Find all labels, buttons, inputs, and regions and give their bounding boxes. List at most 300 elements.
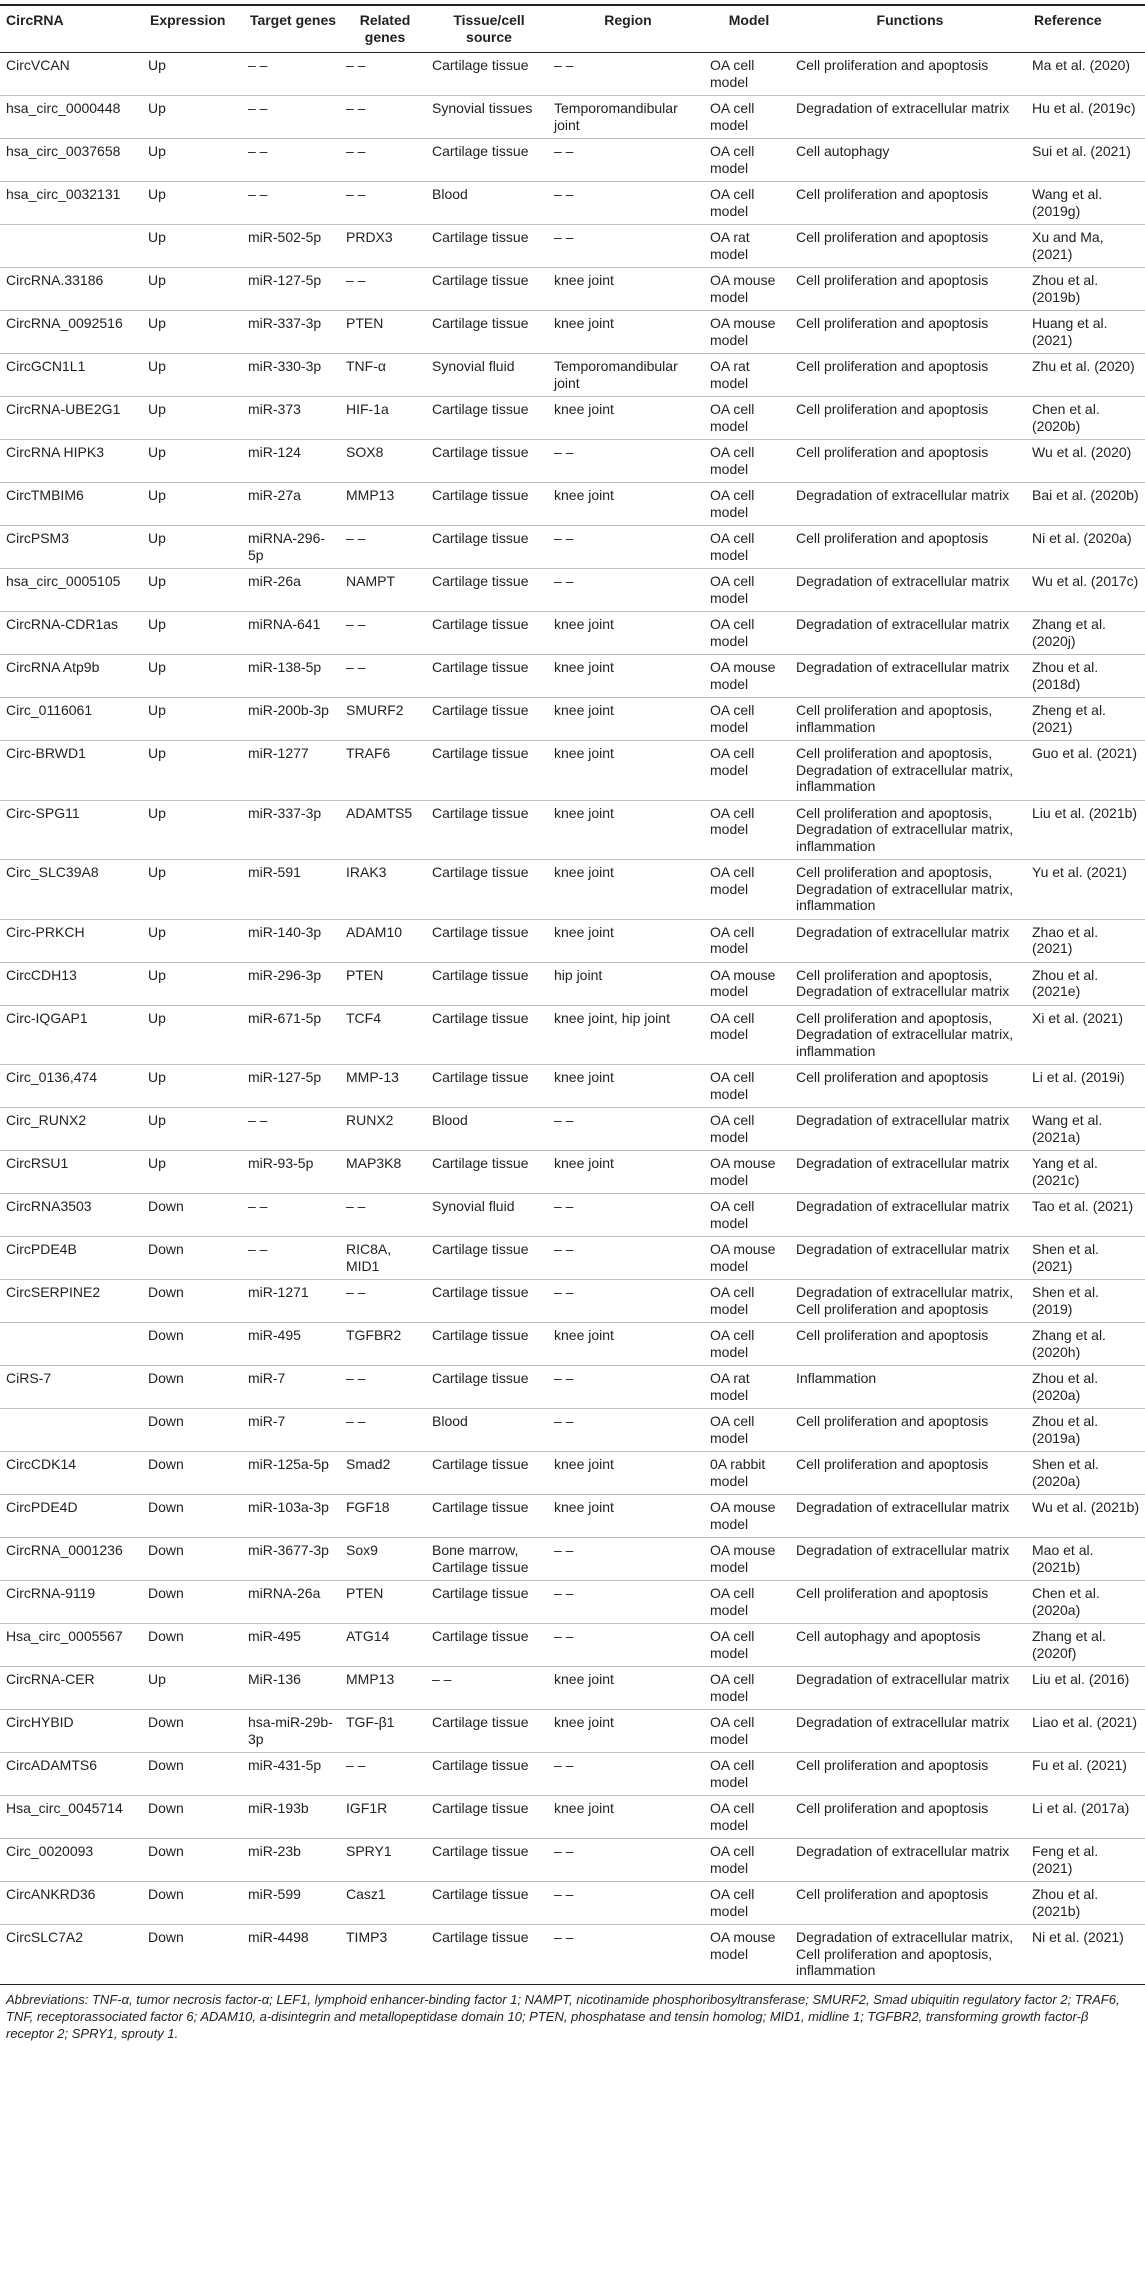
- expression-cell: Down: [144, 1538, 244, 1581]
- model-cell: OA cell model: [706, 1005, 792, 1065]
- target-genes-cell: miR-599: [244, 1882, 342, 1925]
- functions-cell: Inflammation: [792, 1366, 1028, 1409]
- table-row: [0, 1237, 1145, 1280]
- region-cell: – –: [550, 1237, 706, 1280]
- related-genes-cell: – –: [342, 655, 428, 698]
- circrna-cell: [0, 1409, 144, 1452]
- model-cell: OA cell model: [706, 182, 792, 225]
- model-cell: OA mouse model: [706, 268, 792, 311]
- reference-cell: Mao et al. (2021b): [1028, 1538, 1145, 1581]
- circrna-cell: [0, 1323, 144, 1366]
- related-genes-cell: – –: [342, 1194, 428, 1237]
- region-cell: – –: [550, 1925, 706, 1985]
- target-genes-cell: miR-193b: [244, 1796, 342, 1839]
- expression-cell: Up: [144, 612, 244, 655]
- target-genes-cell: hsa-miR-29b-3p: [244, 1710, 342, 1753]
- related-genes-cell: TGFBR2: [342, 1323, 428, 1366]
- reference-cell: Zhang et al. (2020h): [1028, 1323, 1145, 1366]
- column-header-model: Model: [706, 5, 792, 53]
- table-row: [0, 96, 1145, 139]
- region-cell: knee joint: [550, 655, 706, 698]
- expression-cell: Up: [144, 53, 244, 96]
- functions-cell: Cell proliferation and apoptosis: [792, 182, 1028, 225]
- related-genes-cell: ADAM10: [342, 919, 428, 962]
- reference-cell: Wang et al. (2021a): [1028, 1108, 1145, 1151]
- reference-cell: Zhang et al. (2020f): [1028, 1624, 1145, 1667]
- model-cell: OA rat model: [706, 225, 792, 268]
- reference-cell: Liu et al. (2016): [1028, 1667, 1145, 1710]
- functions-cell: Cell proliferation and apoptosis: [792, 1065, 1028, 1108]
- model-cell: OA cell model: [706, 800, 792, 860]
- functions-cell: Degradation of extracellular matrix: [792, 919, 1028, 962]
- table-row: [0, 1796, 1145, 1839]
- model-cell: OA rat model: [706, 354, 792, 397]
- model-cell: OA rat model: [706, 1366, 792, 1409]
- tissue-source-cell: Bone marrow, Cartilage tissue: [428, 1538, 550, 1581]
- functions-cell: Cell proliferation and apoptosis, Degradation of extracellular matrix: [792, 962, 1028, 1005]
- region-cell: – –: [550, 1409, 706, 1452]
- functions-cell: Cell proliferation and apoptosis: [792, 225, 1028, 268]
- tissue-source-cell: Cartilage tissue: [428, 860, 550, 920]
- region-cell: – –: [550, 1581, 706, 1624]
- table-row: [0, 741, 1145, 801]
- functions-cell: Degradation of extracellular matrix: [792, 655, 1028, 698]
- functions-cell: Degradation of extracellular matrix, Cell proliferation and apoptosis: [792, 1280, 1028, 1323]
- functions-cell: Degradation of extracellular matrix: [792, 1151, 1028, 1194]
- related-genes-cell: FGF18: [342, 1495, 428, 1538]
- related-genes-cell: – –: [342, 182, 428, 225]
- circrna-cell: CircHYBID: [0, 1710, 144, 1753]
- expression-cell: Down: [144, 1280, 244, 1323]
- model-cell: OA cell model: [706, 919, 792, 962]
- circrna-cell: hsa_circ_0032131: [0, 182, 144, 225]
- reference-cell: Chen et al. (2020b): [1028, 397, 1145, 440]
- reference-cell: Huang et al. (2021): [1028, 311, 1145, 354]
- model-cell: OA cell model: [706, 483, 792, 526]
- table-row: [0, 612, 1145, 655]
- table-row: [0, 1882, 1145, 1925]
- circrna-cell: Circ_SLC39A8: [0, 860, 144, 920]
- table-row: [0, 1624, 1145, 1667]
- model-cell: OA cell model: [706, 526, 792, 569]
- region-cell: knee joint: [550, 1151, 706, 1194]
- model-cell: OA cell model: [706, 139, 792, 182]
- tissue-source-cell: Cartilage tissue: [428, 1151, 550, 1194]
- reference-cell: Yang et al. (2021c): [1028, 1151, 1145, 1194]
- related-genes-cell: PTEN: [342, 1581, 428, 1624]
- table-row: [0, 1366, 1145, 1409]
- table-row: [0, 1280, 1145, 1323]
- region-cell: – –: [550, 1624, 706, 1667]
- functions-cell: Cell proliferation and apoptosis, Degradation of extracellular matrix, inflammation: [792, 860, 1028, 920]
- target-genes-cell: – –: [244, 96, 342, 139]
- circrna-cell: CircSLC7A2: [0, 1925, 144, 1985]
- expression-cell: Up: [144, 800, 244, 860]
- region-cell: – –: [550, 225, 706, 268]
- reference-cell: Li et al. (2019i): [1028, 1065, 1145, 1108]
- functions-cell: Cell proliferation and apoptosis: [792, 1452, 1028, 1495]
- tissue-source-cell: Cartilage tissue: [428, 1753, 550, 1796]
- model-cell: OA mouse model: [706, 1151, 792, 1194]
- target-genes-cell: miR-431-5p: [244, 1753, 342, 1796]
- reference-cell: Bai et al. (2020b): [1028, 483, 1145, 526]
- target-genes-cell: miR-200b-3p: [244, 698, 342, 741]
- target-genes-cell: miR-125a-5p: [244, 1452, 342, 1495]
- circrna-cell: Circ_RUNX2: [0, 1108, 144, 1151]
- region-cell: knee joint: [550, 1796, 706, 1839]
- related-genes-cell: PRDX3: [342, 225, 428, 268]
- region-cell: knee joint: [550, 311, 706, 354]
- tissue-source-cell: Cartilage tissue: [428, 1005, 550, 1065]
- table-row: [0, 1194, 1145, 1237]
- model-cell: OA cell model: [706, 1194, 792, 1237]
- reference-cell: Xu and Ma, (2021): [1028, 225, 1145, 268]
- table-row: [0, 182, 1145, 225]
- functions-cell: Degradation of extracellular matrix: [792, 1839, 1028, 1882]
- expression-cell: Up: [144, 1151, 244, 1194]
- circrna-cell: CircPDE4B: [0, 1237, 144, 1280]
- functions-cell: Degradation of extracellular matrix: [792, 96, 1028, 139]
- table-row: [0, 1323, 1145, 1366]
- model-cell: OA mouse model: [706, 655, 792, 698]
- functions-cell: Cell proliferation and apoptosis, Degradation of extracellular matrix, inflammation: [792, 741, 1028, 801]
- circrna-cell: hsa_circ_0005105: [0, 569, 144, 612]
- functions-cell: Cell proliferation and apoptosis: [792, 526, 1028, 569]
- related-genes-cell: SOX8: [342, 440, 428, 483]
- table-header: [0, 5, 1145, 53]
- reference-cell: Zhou et al. (2019a): [1028, 1409, 1145, 1452]
- related-genes-cell: PTEN: [342, 311, 428, 354]
- region-cell: – –: [550, 1194, 706, 1237]
- tissue-source-cell: Cartilage tissue: [428, 225, 550, 268]
- expression-cell: Down: [144, 1581, 244, 1624]
- circrna-cell: [0, 225, 144, 268]
- tissue-source-cell: Cartilage tissue: [428, 397, 550, 440]
- model-cell: OA cell model: [706, 440, 792, 483]
- expression-cell: Up: [144, 354, 244, 397]
- region-cell: – –: [550, 1882, 706, 1925]
- target-genes-cell: MiR-136: [244, 1667, 342, 1710]
- reference-cell: Liao et al. (2021): [1028, 1710, 1145, 1753]
- table-row: [0, 919, 1145, 962]
- functions-cell: Cell autophagy and apoptosis: [792, 1624, 1028, 1667]
- target-genes-cell: – –: [244, 53, 342, 96]
- tissue-source-cell: Cartilage tissue: [428, 483, 550, 526]
- model-cell: OA cell model: [706, 698, 792, 741]
- region-cell: – –: [550, 53, 706, 96]
- circrna-cell: CircRSU1: [0, 1151, 144, 1194]
- circrna-cell: hsa_circ_0000448: [0, 96, 144, 139]
- related-genes-cell: IRAK3: [342, 860, 428, 920]
- related-genes-cell: – –: [342, 268, 428, 311]
- target-genes-cell: miR-103a-3p: [244, 1495, 342, 1538]
- expression-cell: Down: [144, 1753, 244, 1796]
- region-cell: Temporomandibular joint: [550, 96, 706, 139]
- region-cell: knee joint: [550, 268, 706, 311]
- model-cell: OA cell model: [706, 397, 792, 440]
- target-genes-cell: miR-495: [244, 1624, 342, 1667]
- related-genes-cell: RIC8A, MID1: [342, 1237, 428, 1280]
- circrna-cell: CircVCAN: [0, 53, 144, 96]
- region-cell: – –: [550, 1538, 706, 1581]
- region-cell: – –: [550, 1108, 706, 1151]
- column-header-target-genes: Target genes: [244, 5, 342, 53]
- table-row: [0, 860, 1145, 920]
- functions-cell: Cell proliferation and apoptosis: [792, 354, 1028, 397]
- target-genes-cell: miR-502-5p: [244, 225, 342, 268]
- region-cell: knee joint: [550, 1323, 706, 1366]
- region-cell: – –: [550, 1839, 706, 1882]
- target-genes-cell: – –: [244, 1108, 342, 1151]
- tissue-source-cell: Cartilage tissue: [428, 800, 550, 860]
- expression-cell: Down: [144, 1366, 244, 1409]
- table-body: [0, 53, 1145, 1985]
- functions-cell: Cell proliferation and apoptosis: [792, 440, 1028, 483]
- tissue-source-cell: Cartilage tissue: [428, 569, 550, 612]
- region-cell: knee joint: [550, 1495, 706, 1538]
- target-genes-cell: miR-1277: [244, 741, 342, 801]
- circrna-cell: CircRNA-9119: [0, 1581, 144, 1624]
- table-row: [0, 53, 1145, 96]
- reference-cell: Zhou et al. (2020a): [1028, 1366, 1145, 1409]
- model-cell: OA mouse model: [706, 1925, 792, 1985]
- column-header-circrna: CircRNA: [0, 5, 144, 53]
- expression-cell: Up: [144, 569, 244, 612]
- tissue-source-cell: Cartilage tissue: [428, 1581, 550, 1624]
- expression-cell: Up: [144, 860, 244, 920]
- model-cell: OA cell model: [706, 1796, 792, 1839]
- functions-cell: Degradation of extracellular matrix: [792, 1495, 1028, 1538]
- reference-cell: Zhou et al. (2018d): [1028, 655, 1145, 698]
- circrna-cell: CircADAMTS6: [0, 1753, 144, 1796]
- expression-cell: Down: [144, 1323, 244, 1366]
- table-row: [0, 440, 1145, 483]
- tissue-source-cell: Cartilage tissue: [428, 53, 550, 96]
- reference-cell: Fu et al. (2021): [1028, 1753, 1145, 1796]
- related-genes-cell: NAMPT: [342, 569, 428, 612]
- tissue-source-cell: Cartilage tissue: [428, 440, 550, 483]
- circrna-cell: Circ_0020093: [0, 1839, 144, 1882]
- region-cell: knee joint: [550, 1065, 706, 1108]
- reference-cell: Zhou et al. (2021b): [1028, 1882, 1145, 1925]
- reference-cell: Zhu et al. (2020): [1028, 354, 1145, 397]
- reference-cell: Feng et al. (2021): [1028, 1839, 1145, 1882]
- expression-cell: Up: [144, 1108, 244, 1151]
- circrna-cell: Circ-IQGAP1: [0, 1005, 144, 1065]
- expression-cell: Down: [144, 1839, 244, 1882]
- reference-cell: Chen et al. (2020a): [1028, 1581, 1145, 1624]
- expression-cell: Down: [144, 1882, 244, 1925]
- related-genes-cell: TIMP3: [342, 1925, 428, 1985]
- reference-cell: Wu et al. (2017c): [1028, 569, 1145, 612]
- tissue-source-cell: Cartilage tissue: [428, 919, 550, 962]
- expression-cell: Down: [144, 1409, 244, 1452]
- related-genes-cell: – –: [342, 612, 428, 655]
- tissue-source-cell: Blood: [428, 1409, 550, 1452]
- region-cell: knee joint: [550, 1667, 706, 1710]
- related-genes-cell: – –: [342, 96, 428, 139]
- functions-cell: Cell proliferation and apoptosis: [792, 1753, 1028, 1796]
- region-cell: – –: [550, 1753, 706, 1796]
- tissue-source-cell: Cartilage tissue: [428, 1882, 550, 1925]
- related-genes-cell: MMP13: [342, 483, 428, 526]
- related-genes-cell: ADAMTS5: [342, 800, 428, 860]
- header-row: [0, 5, 1145, 53]
- table-row: [0, 800, 1145, 860]
- region-cell: – –: [550, 1280, 706, 1323]
- related-genes-cell: ATG14: [342, 1624, 428, 1667]
- expression-cell: Down: [144, 1237, 244, 1280]
- target-genes-cell: miR-27a: [244, 483, 342, 526]
- circrna-cell: Circ-SPG11: [0, 800, 144, 860]
- functions-cell: Degradation of extracellular matrix: [792, 483, 1028, 526]
- table-row: [0, 526, 1145, 569]
- region-cell: knee joint: [550, 698, 706, 741]
- target-genes-cell: miR-23b: [244, 1839, 342, 1882]
- tissue-source-cell: Cartilage tissue: [428, 1495, 550, 1538]
- model-cell: OA mouse model: [706, 1495, 792, 1538]
- table-row: [0, 483, 1145, 526]
- tissue-source-cell: Cartilage tissue: [428, 1065, 550, 1108]
- related-genes-cell: – –: [342, 1280, 428, 1323]
- functions-cell: Cell proliferation and apoptosis: [792, 1409, 1028, 1452]
- related-genes-cell: SPRY1: [342, 1839, 428, 1882]
- tissue-source-cell: Cartilage tissue: [428, 698, 550, 741]
- target-genes-cell: miRNA-641: [244, 612, 342, 655]
- column-header-reference: Reference: [1028, 5, 1145, 53]
- tissue-source-cell: Synovial fluid: [428, 1194, 550, 1237]
- functions-cell: Degradation of extracellular matrix: [792, 569, 1028, 612]
- expression-cell: Up: [144, 397, 244, 440]
- table-row: [0, 1581, 1145, 1624]
- functions-cell: Degradation of extracellular matrix: [792, 1538, 1028, 1581]
- column-header-functions: Functions: [792, 5, 1028, 53]
- related-genes-cell: TCF4: [342, 1005, 428, 1065]
- target-genes-cell: miR-7: [244, 1366, 342, 1409]
- model-cell: OA mouse model: [706, 1538, 792, 1581]
- reference-cell: Wu et al. (2020): [1028, 440, 1145, 483]
- expression-cell: Up: [144, 182, 244, 225]
- tissue-source-cell: Cartilage tissue: [428, 268, 550, 311]
- target-genes-cell: miR-495: [244, 1323, 342, 1366]
- model-cell: OA cell model: [706, 569, 792, 612]
- tissue-source-cell: Cartilage tissue: [428, 741, 550, 801]
- region-cell: – –: [550, 182, 706, 225]
- tissue-source-cell: Cartilage tissue: [428, 1839, 550, 1882]
- circrna-cell: CircANKRD36: [0, 1882, 144, 1925]
- reference-cell: Sui et al. (2021): [1028, 139, 1145, 182]
- expression-cell: Down: [144, 1452, 244, 1495]
- model-cell: OA cell model: [706, 1581, 792, 1624]
- circrna-cell: Circ_0136,474: [0, 1065, 144, 1108]
- abbreviations-footnote: Abbreviations: TNF-α, tumor necrosis factor-α; LEF1, lymphoid enhancer-binding factor 1; NAMPT, nicotinamide phosphoribosyltransferase; SMURF2, Smad ubiquitin regulatory factor 2; TRAF6, TNF, receptorassociated factor 6; ADAM10, a-disintegrin and metallopeptidase domain 10; PTEN, phosphatase and tensin homolog; MID1, midline 1; TGFBR2, transforming growth factor-β receptor 2; SPRY1, sprouty 1.: [6, 1991, 1120, 2041]
- reference-cell: Zhang et al. (2020j): [1028, 612, 1145, 655]
- target-genes-cell: miR-591: [244, 860, 342, 920]
- target-genes-cell: miR-124: [244, 440, 342, 483]
- table-row: [0, 225, 1145, 268]
- tissue-source-cell: Cartilage tissue: [428, 1452, 550, 1495]
- tissue-source-cell: Cartilage tissue: [428, 1323, 550, 1366]
- target-genes-cell: miR-138-5p: [244, 655, 342, 698]
- expression-cell: Up: [144, 268, 244, 311]
- functions-cell: Cell proliferation and apoptosis: [792, 268, 1028, 311]
- tissue-source-cell: Cartilage tissue: [428, 612, 550, 655]
- table-row: [0, 1495, 1145, 1538]
- target-genes-cell: miRNA-296-5p: [244, 526, 342, 569]
- target-genes-cell: miR-127-5p: [244, 268, 342, 311]
- functions-cell: Cell autophagy: [792, 139, 1028, 182]
- model-cell: OA cell model: [706, 1839, 792, 1882]
- target-genes-cell: – –: [244, 1194, 342, 1237]
- reference-cell: Zhou et al. (2019b): [1028, 268, 1145, 311]
- circrna-cell: CircRNA_0001236: [0, 1538, 144, 1581]
- table-row: [0, 1667, 1145, 1710]
- circrna-cell: CircPSM3: [0, 526, 144, 569]
- region-cell: knee joint: [550, 1710, 706, 1753]
- table-row: [0, 698, 1145, 741]
- expression-cell: Down: [144, 1194, 244, 1237]
- functions-cell: Cell proliferation and apoptosis: [792, 1581, 1028, 1624]
- tissue-source-cell: Cartilage tissue: [428, 139, 550, 182]
- model-cell: OA mouse model: [706, 311, 792, 354]
- column-header-related-genes: Related genes: [342, 5, 428, 53]
- functions-cell: Cell proliferation and apoptosis: [792, 1323, 1028, 1366]
- functions-cell: Cell proliferation and apoptosis: [792, 1882, 1028, 1925]
- region-cell: knee joint: [550, 612, 706, 655]
- region-cell: – –: [550, 569, 706, 612]
- related-genes-cell: IGF1R: [342, 1796, 428, 1839]
- related-genes-cell: MMP13: [342, 1667, 428, 1710]
- region-cell: – –: [550, 526, 706, 569]
- reference-cell: Liu et al. (2021b): [1028, 800, 1145, 860]
- functions-cell: Degradation of extracellular matrix: [792, 1710, 1028, 1753]
- model-cell: OA cell model: [706, 1710, 792, 1753]
- related-genes-cell: TNF-α: [342, 354, 428, 397]
- expression-cell: Down: [144, 1796, 244, 1839]
- expression-cell: Up: [144, 96, 244, 139]
- circrna-cell: Circ_0116061: [0, 698, 144, 741]
- column-header-tissue-source: Tissue/cell source: [428, 5, 550, 53]
- circrna-cell: hsa_circ_0037658: [0, 139, 144, 182]
- region-cell: knee joint: [550, 1452, 706, 1495]
- tissue-source-cell: Cartilage tissue: [428, 1237, 550, 1280]
- table-row: [0, 1710, 1145, 1753]
- model-cell: OA mouse model: [706, 962, 792, 1005]
- reference-cell: Zhao et al. (2021): [1028, 919, 1145, 962]
- functions-cell: Degradation of extracellular matrix: [792, 1194, 1028, 1237]
- expression-cell: Down: [144, 1925, 244, 1985]
- target-genes-cell: miR-671-5p: [244, 1005, 342, 1065]
- table-row: [0, 1753, 1145, 1796]
- table-row: [0, 1925, 1145, 1985]
- functions-cell: Cell proliferation and apoptosis: [792, 53, 1028, 96]
- region-cell: knee joint: [550, 483, 706, 526]
- table-row: [0, 139, 1145, 182]
- region-cell: knee joint: [550, 741, 706, 801]
- table-row: [0, 1538, 1145, 1581]
- functions-cell: Degradation of extracellular matrix: [792, 1667, 1028, 1710]
- table-row: [0, 1065, 1145, 1108]
- reference-cell: Guo et al. (2021): [1028, 741, 1145, 801]
- tissue-source-cell: Blood: [428, 1108, 550, 1151]
- functions-cell: Cell proliferation and apoptosis, Degradation of extracellular matrix, inflammation: [792, 1005, 1028, 1065]
- reference-cell: Ma et al. (2020): [1028, 53, 1145, 96]
- reference-cell: Yu et al. (2021): [1028, 860, 1145, 920]
- functions-cell: Degradation of extracellular matrix: [792, 612, 1028, 655]
- target-genes-cell: – –: [244, 182, 342, 225]
- expression-cell: Up: [144, 698, 244, 741]
- target-genes-cell: miR-296-3p: [244, 962, 342, 1005]
